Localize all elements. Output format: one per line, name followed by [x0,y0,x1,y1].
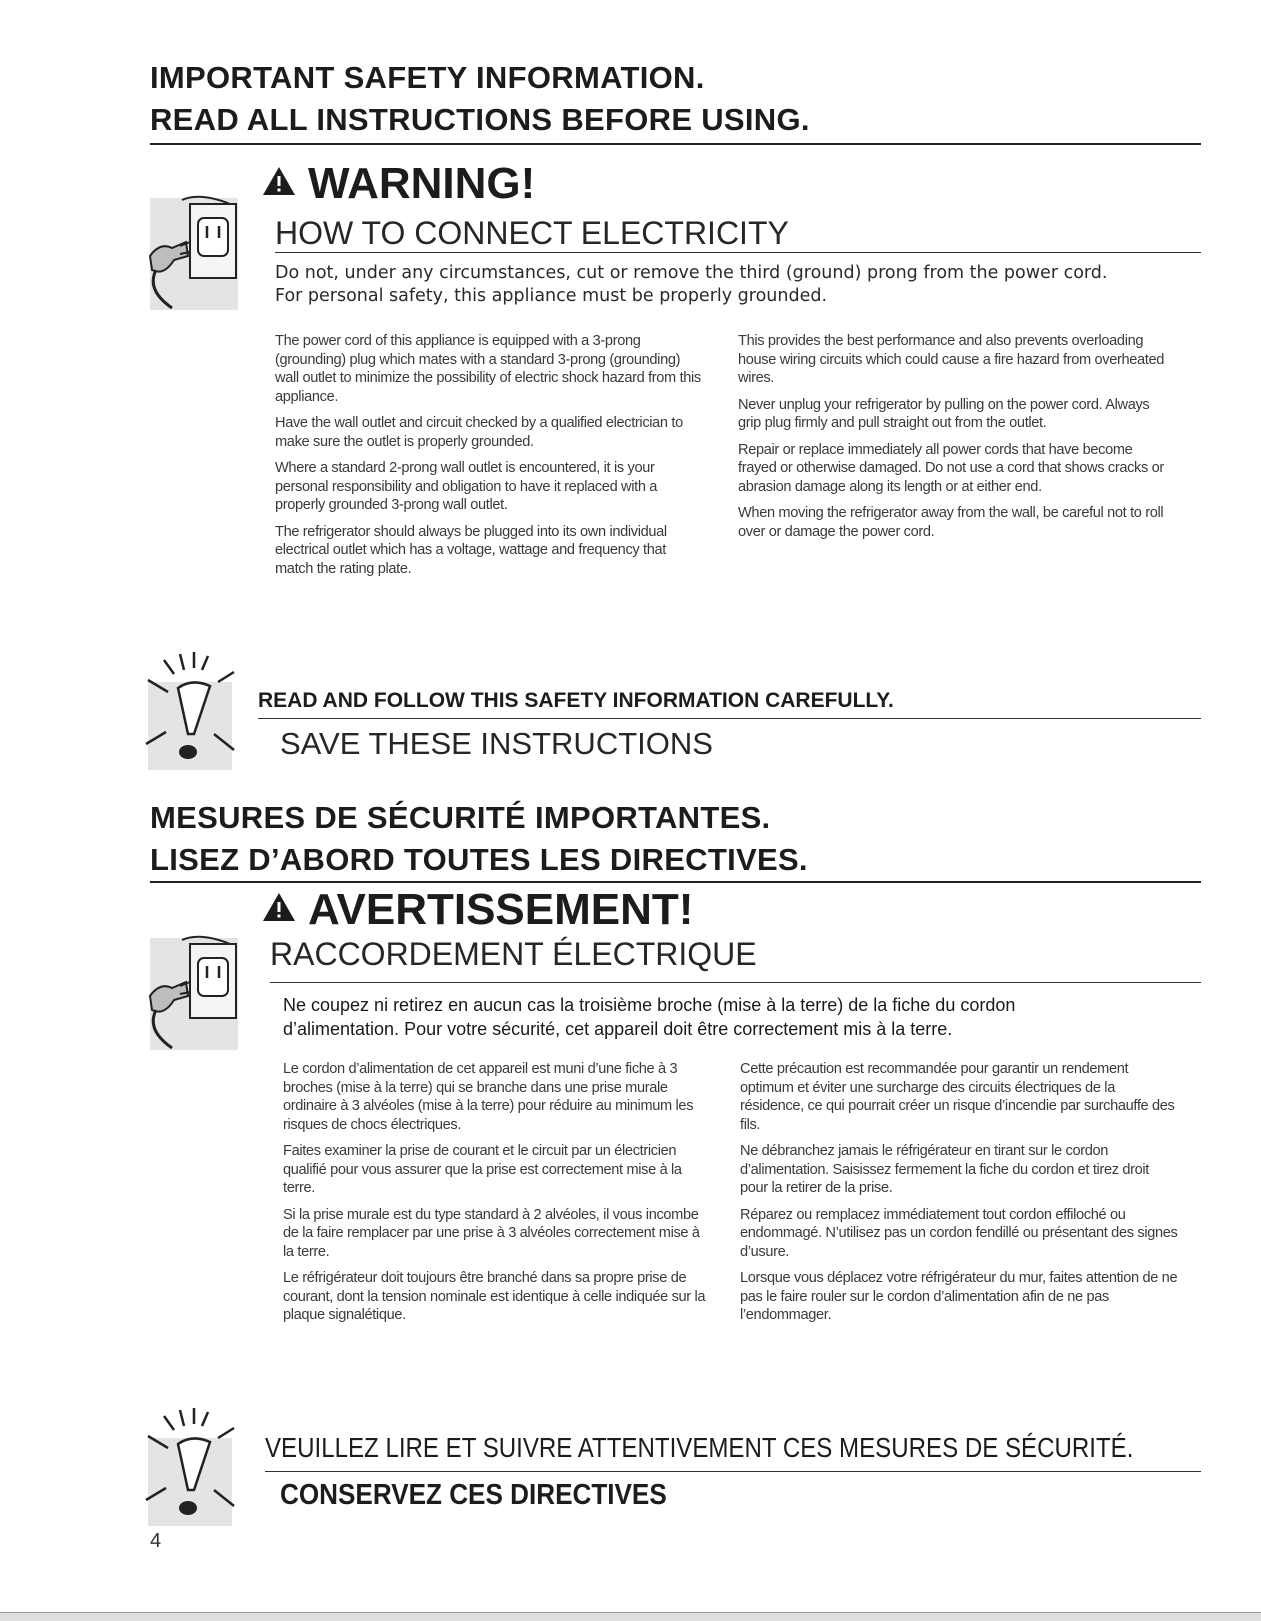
fr-paragraph: Cette précaution est recommandée pour garantir un rendement optimum et éviter une surcharge des circuits électriques de la résidence, ce qui pourrait créer un risque d’incendie par surchauffe des fils. [740,1061,1175,1133]
en-save-instructions: SAVE THESE INSTRUCTIONS [280,726,713,761]
en-read-rule [258,718,1201,719]
fr-paragraph: Lorsque vous déplacez votre réfrigérateur du mur, faites attention de ne pas le faire rouler sur le cordon d’alimentation afin de ne pas l’endommager. [740,1270,1178,1323]
en-column-right [738,332,1168,549]
en-warning-heading [262,160,535,208]
en-paragraph: Never unplug your refrigerator by pulling on the power cord. Always grip plug firmly and pull straight out from the outlet. [738,396,1150,431]
fr-subtitle: RACCORDEMENT ÉLECTRIQUE [270,936,757,972]
fr-column-left [283,1060,713,1333]
fr-lead-line: d’alimentation. Pour votre sécurité, cet appareil doit être correctement mis à la terre. [283,1019,953,1039]
fr-lead-paragraph [283,993,1223,1041]
en-lead-paragraph [275,262,1215,308]
exclamation-icon [130,652,265,772]
en-paragraph: Have the wall outlet and circuit checked by a qualified electrician to make sure the outlet is properly grounded. [275,415,683,450]
en-paragraph: The refrigerator should always be plugged into its own individual electrical outlet which has a voltage, wattage and frequency that match the rating plate. [275,523,667,577]
en-title-rule [150,143,1201,145]
en-column-left [275,332,705,586]
fr-lead-line: Ne coupez ni retirez en aucun cas la troisième broche (mise à la terre) de la fiche du cordon [283,995,1016,1015]
fr-title-line2: LISEZ D’ABORD TOUTES LES DIRECTIVES. [150,842,808,877]
en-lead-line: For personal safety, this appliance must be properly grounded. [275,286,828,306]
fr-warning-text: AVERTISSEMENT! [308,885,694,934]
fr-paragraph: Le réfrigérateur doit toujours être branché dans sa propre prise de courant, dont la tension nominale est identique à celle indiquée sur la plaque signalétique. [283,1270,706,1323]
exclamation-icon [130,1408,265,1528]
warning-triangle-icon [262,892,296,922]
en-paragraph: This provides the best performance and also prevents overloading house wiring circuits which could cause a fire hazard from overheated wires. [738,333,1165,386]
fr-save-instructions: CONSERVEZ CES DIRECTIVES [280,1479,667,1511]
en-title-line1: IMPORTANT SAFETY INFORMATION. [150,60,705,95]
en-subtitle-rule [275,252,1201,253]
fr-paragraph: Faites examiner la prise de courant et le circuit par un électricien qualifié pour vous assurer que la prise est correctement mise à la terre. [283,1143,682,1196]
warning-triangle-icon [262,166,296,196]
en-subtitle: HOW TO CONNECT ELECTRICITY [275,215,789,251]
en-paragraph: The power cord of this appliance is equipped with a 3-prong (grounding) plug which mates with a standard 3-prong (grounding) wall outlet to minimize the possibility of electric shock hazard from this appliance. [275,333,701,405]
fr-subtitle-rule [270,982,1201,983]
fr-paragraph: Le cordon d’alimentation de cet appareil est muni d’une fiche à 3 broches (mise à la terre) qui se branche dans une prise murale ordinaire à 3 alvéoles (mise à la terre) pour réduire au minimum les risques de chocs électriques. [283,1061,694,1133]
page-number: 4 [150,1530,162,1552]
fr-title-line1: MESURES DE SÉCURITÉ IMPORTANTES. [150,800,771,835]
en-paragraph: Repair or replace immediately all power cords that have become frayed or otherwise damaged. Do not use a cord that shows cracks or abrasion damage along its length or at either end. [738,441,1164,495]
fr-paragraph: Si la prise murale est du type standard à 2 alvéoles, il vous incombe de la faire remplacer par une prise à 3 alvéoles correctement mise à la terre. [283,1206,700,1260]
fr-read-follow: VEUILLEZ LIRE ET SUIVRE ATTENTIVEMENT CES MESURES DE SÉCURITÉ. [265,1432,1134,1463]
plug-outlet-icon [142,930,252,1055]
en-read-follow: READ AND FOLLOW THIS SAFETY INFORMATION CAREFULLY. [258,689,894,712]
plug-outlet-icon [142,190,252,315]
fr-paragraph: Réparez ou remplacez immédiatement tout cordon effiloché ou endommagé. N’utilisez pas un cordon fendillé ou présentant des signes d’usure. [740,1206,1178,1260]
en-lead-line: Do not, under any circumstances, cut or remove the third (ground) prong from the power cord. [275,263,1108,283]
fr-title-rule [150,881,1201,883]
bottom-edge [0,1612,1261,1621]
en-title-line2: READ ALL INSTRUCTIONS BEFORE USING. [150,102,810,137]
fr-column-right [740,1060,1180,1333]
fr-paragraph: Ne débranchez jamais le réfrigérateur en tirant sur le cordon d’alimentation. Saisissez fermement la fiche du cordon et tirez droit pour la retirer de la prise. [740,1143,1150,1196]
en-paragraph: Where a standard 2-prong wall outlet is encountered, it is your personal responsibility and obligation to have it replaced with a properly grounded 3-prong wall outlet. [275,460,658,513]
en-paragraph: When moving the refrigerator away from the wall, be careful not to roll over or damage the power cord. [738,505,1164,540]
fr-warning-heading [262,886,693,934]
en-warning-text: WARNING! [308,159,536,208]
fr-read-rule [265,1471,1201,1472]
